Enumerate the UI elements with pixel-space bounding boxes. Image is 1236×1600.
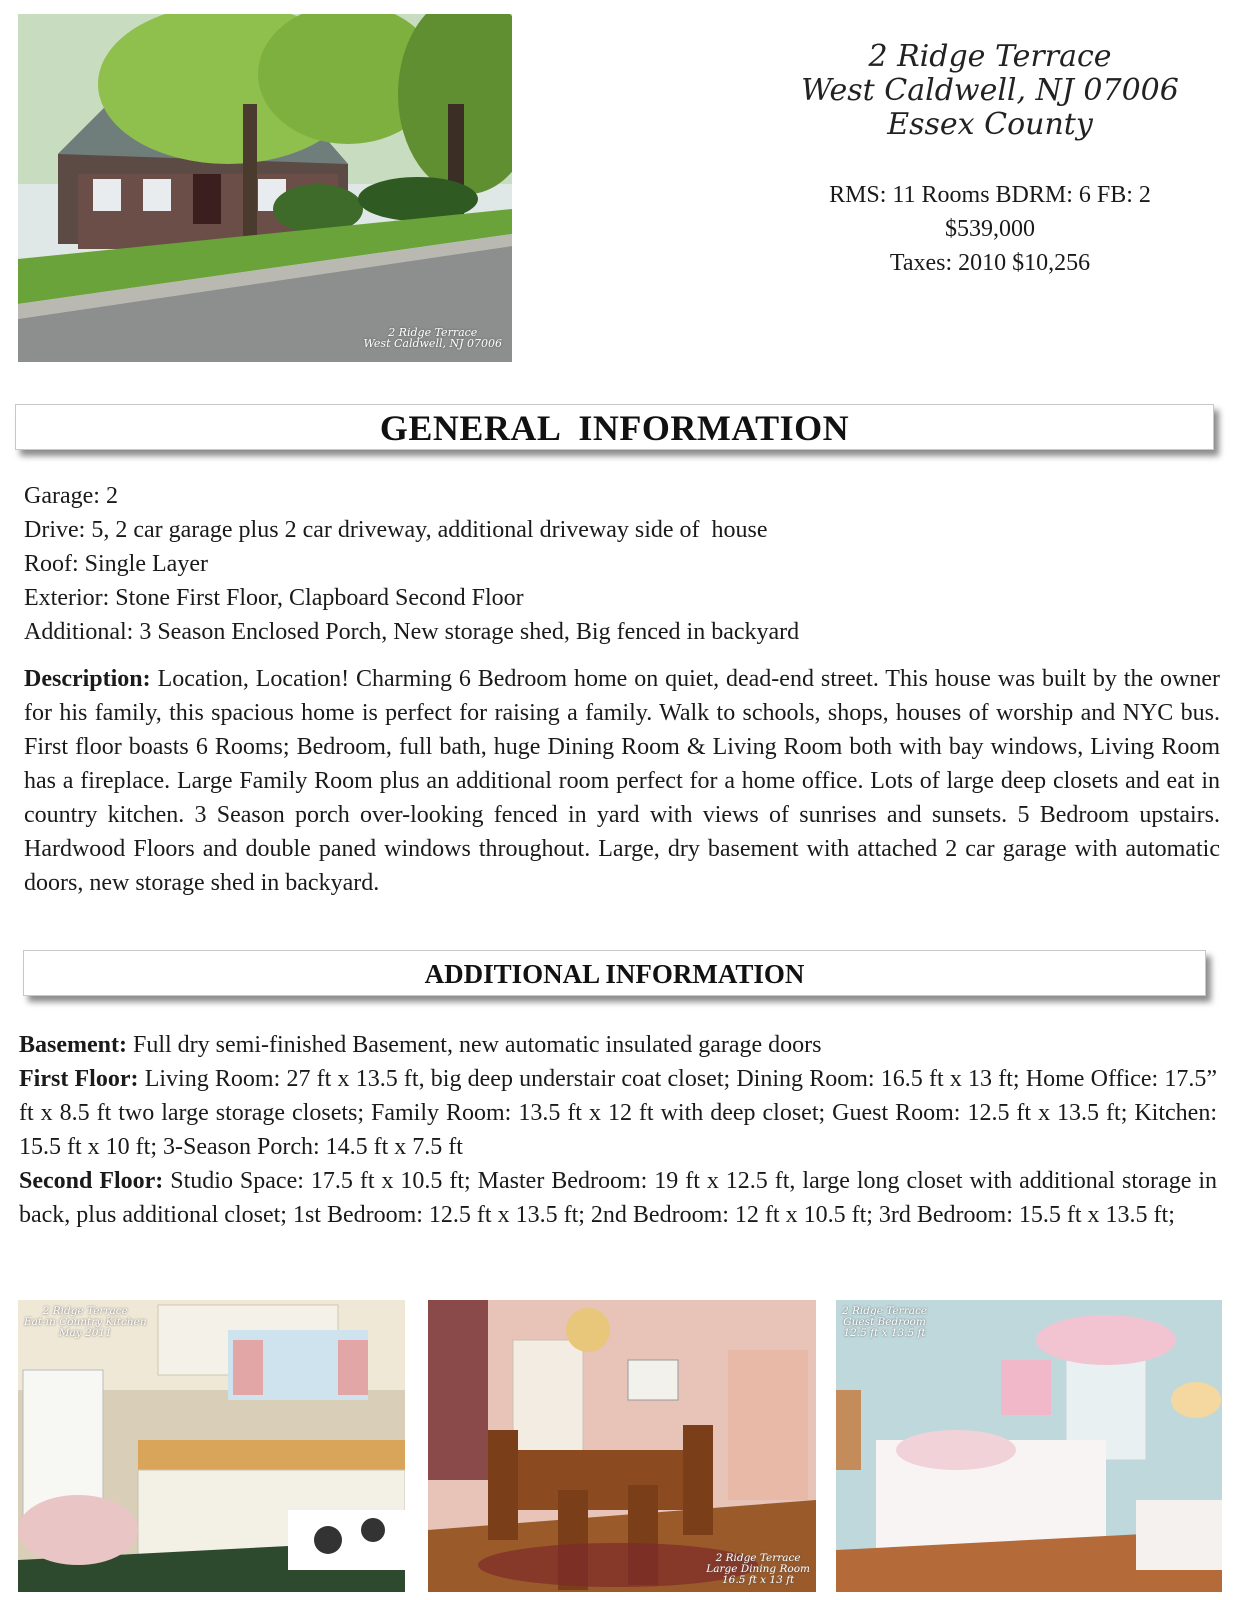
house-exterior-illustration: [18, 14, 512, 362]
kitchen-illustration: [18, 1300, 405, 1592]
second-floor-label: Second Floor:: [19, 1168, 164, 1194]
additional-information-heading: [23, 950, 1206, 996]
general-info-item: Roof: Single Layer: [24, 551, 208, 577]
first-floor-details: [19, 1062, 1217, 1164]
dining-photo-caption: [706, 1553, 810, 1586]
property-description: [24, 662, 1220, 900]
kitchen-caption-line: 2 Ridge Terrace: [42, 1305, 128, 1317]
kitchen-caption-line: Eat-in Country Kitchen: [24, 1316, 147, 1329]
second-floor-text: Studio Space: 17.5 ft x 10.5 ft; Master Bedroom: 19 ft x 12.5 ft, large long closet with additional storage in back, plus additional closet; 1st Bedroom: 12.5 ft x 13.5 ft; 2nd Bedroom: 12 ft x 10.5 ft; 3rd Bedroom: 15.5 ft x 13.5 ft;: [19, 1168, 1217, 1228]
basement-details: [19, 1028, 1217, 1062]
kitchen-photo-caption: [24, 1306, 147, 1339]
first-floor-text: Living Room: 27 ft x 13.5 ft, big deep understair coat closet; Dining Room: 16.5 ft x 13 ft; Home Office: 17.5” ft x 8.5 ft two large storage closets; Family Room: 13.5 ft x 12 ft with deep closet; Guest Room: 12.5 ft x 13.5 ft; Kitchen: 15.5 ft x 10 ft; 3-Season Porch: 14.5 ft x 7.5 ft: [19, 1066, 1218, 1160]
description-label: Description:: [24, 666, 151, 692]
general-info-item: Garage: 2: [24, 483, 118, 509]
rooms-summary: RMS: 11 Rooms BDRM: 6 FB: 2: [829, 182, 1151, 208]
kitchen-caption-line: May 2011: [58, 1327, 112, 1340]
kitchen-photo: [18, 1300, 405, 1592]
hero-caption: [364, 327, 503, 350]
address-street: 2 Ridge Terrace: [868, 39, 1112, 74]
property-stats: [780, 178, 1200, 280]
dining-room-illustration: [428, 1300, 816, 1592]
additional-details: [19, 1028, 1217, 1232]
description-text: Location, Location! Charming 6 Bedroom home on quiet, dead-end street. This house was built by the owner for his family, this spacious home is perfect for raising a family. Walk to schools, shops, houses of worship and NYC bus. First floor boasts 6 Rooms; Bedroom, full bath, huge Dining Room & Living Room both with bay windows, Living Room has a fireplace. Large Family Room plus an additional room perfect for a home office. Lots of large deep closets and eat in country kitchen. 3 Season porch over-looking fenced in yard with views of sunrises and sunsets. 5 Bedroom upstairs. Hardwood Floors and double paned windows throughout. Large, dry basement with attached 2 car garage with automatic doors, new storage shed in backyard.: [24, 666, 1221, 896]
first-floor-label: First Floor:: [19, 1066, 139, 1092]
house-exterior-photo: [18, 14, 512, 362]
dining-caption-line: 2 Ridge Terrace: [715, 1551, 801, 1564]
general-info-item: Drive: 5, 2 car garage plus 2 car driveway, additional driveway side of house: [24, 517, 768, 543]
guest-bedroom-photo: [836, 1300, 1222, 1592]
second-floor-details: [19, 1164, 1217, 1232]
bedroom-caption-line: Guest Bedroom: [843, 1316, 926, 1329]
dining-room-photo: [428, 1300, 816, 1592]
bedroom-photo-caption: [842, 1306, 927, 1339]
general-information-heading: [15, 404, 1214, 450]
bedroom-caption-line: 12.5 ft x 13.5 ft: [843, 1327, 926, 1340]
bedroom-caption-line: 2 Ridge Terrace: [842, 1305, 928, 1317]
basement-text: Full dry semi-finished Basement, new automatic insulated garage doors: [132, 1032, 822, 1058]
hero-caption-line: West Caldwell, NJ 07006: [363, 337, 502, 351]
general-info-item: Exterior: Stone First Floor, Clapboard Second Floor: [24, 585, 524, 611]
taxes-line: Taxes: 2010 $10,256: [889, 250, 1091, 276]
address-county: Essex County: [887, 107, 1093, 142]
address-city: West Caldwell, NJ 07006: [801, 73, 1179, 108]
general-info-item: Additional: 3 Season Enclosed Porch, New storage shed, Big fenced in backyard: [24, 619, 800, 645]
listing-price: $539,000: [945, 216, 1035, 242]
guest-bedroom-illustration: [836, 1300, 1222, 1592]
hero-caption-line: 2 Ridge Terrace: [388, 325, 478, 339]
basement-label: Basement:: [19, 1032, 127, 1058]
dining-caption-line: 16.5 ft x 13 ft: [722, 1573, 795, 1586]
additional-information-title: ADDITIONAL INFORMATION: [424, 959, 805, 989]
property-address: [780, 40, 1200, 142]
dining-caption-line: Large Dining Room: [706, 1562, 810, 1575]
general-information-title: GENERAL INFORMATION: [379, 408, 850, 448]
general-info-list: [24, 479, 1214, 649]
